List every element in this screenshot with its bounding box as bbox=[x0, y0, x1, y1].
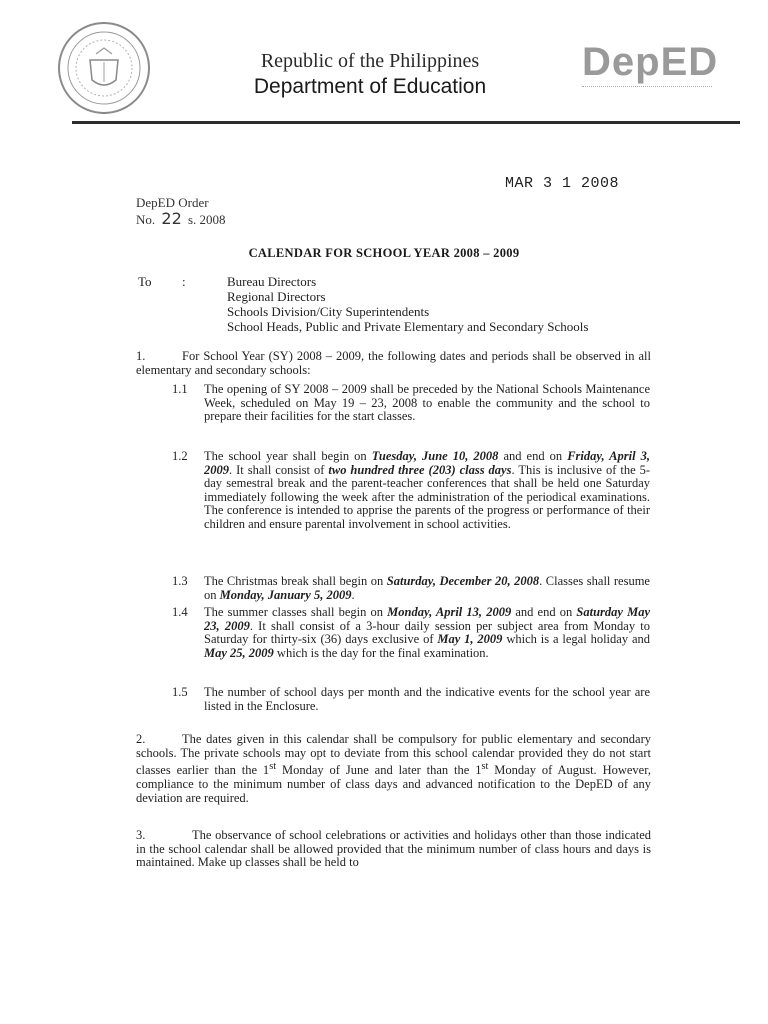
date-emphasis: May 1, 2009 bbox=[437, 632, 503, 647]
text-run: which is a legal holiday and bbox=[502, 632, 650, 647]
text-run: . bbox=[351, 587, 355, 602]
subitem-text: The opening of SY 2008 – 2009 shall be preceded by the National Schools Maintenance Week, scheduled on May 19 – 23, 2008 to enable the community and the school to prepare their facilities for the start classes. bbox=[204, 382, 650, 424]
to-colon: : bbox=[182, 274, 186, 289]
paragraph-3 bbox=[136, 829, 651, 870]
order-reference bbox=[136, 195, 226, 228]
count-emphasis: two hundred three (203) class days bbox=[328, 462, 512, 477]
subitem-text bbox=[204, 450, 650, 532]
paragraph-number: 3. bbox=[136, 828, 146, 842]
text-run: . It shall consist of bbox=[229, 462, 329, 477]
paragraph-number: 1. bbox=[136, 349, 146, 363]
date-emphasis: Monday, April 13, 2009 bbox=[387, 605, 512, 619]
paragraph-text: For School Year (SY) 2008 – 2009, the following dates and periods shall be observed in all elementary and secondary schools: bbox=[136, 349, 651, 377]
date-emphasis: Saturday, December 20, 2008 bbox=[386, 574, 540, 588]
date-emphasis: Friday, April 3, 2009 bbox=[204, 449, 650, 477]
order-series: s. 2008 bbox=[188, 212, 226, 227]
deped-logo bbox=[582, 40, 722, 92]
letterhead bbox=[200, 50, 540, 100]
date-emphasis: Saturday May 23, 2009 bbox=[204, 605, 650, 633]
text-run: and end on bbox=[511, 605, 577, 619]
recipient-item: School Heads, Public and Private Elementary and Secondary Schools bbox=[227, 319, 589, 334]
letterhead-republic: Republic of the Philippines bbox=[260, 50, 480, 72]
paragraph-1 bbox=[136, 350, 651, 377]
date-emphasis: Tuesday, June 10, 2008 bbox=[371, 449, 499, 463]
text-run: The Christmas break shall begin on bbox=[204, 574, 387, 588]
recipient-item: Bureau Directors bbox=[227, 274, 317, 289]
text-run: . This is inclusive of the 5-day semestral break and the parent-teacher conferences that shall be held one Saturday immediately following the week after the administration of the periodical examinations. The conference is intended to apprise the parents of the progress or performance of their children and ensure parental involvement in school activities. bbox=[204, 462, 651, 531]
subitem-number: 1.3 bbox=[172, 574, 188, 588]
deped-logo-text: DepED bbox=[582, 40, 719, 84]
government-seal-icon bbox=[58, 22, 150, 114]
subitem-text bbox=[204, 606, 650, 660]
text-run: . It shall consist of a 3-hour daily session per subject area from Monday to Saturday for thirty-six (36) days exclusive of bbox=[204, 618, 651, 647]
subitem-number: 1.2 bbox=[172, 449, 188, 463]
order-number: 22 bbox=[161, 209, 182, 228]
text-run: and end on bbox=[498, 449, 568, 463]
text-run: which is the day for the final examination. bbox=[273, 645, 489, 660]
logo-underline bbox=[582, 86, 712, 90]
subitem-number: 1.4 bbox=[172, 605, 188, 619]
recipient-item: Schools Division/City Superintendents bbox=[227, 304, 430, 319]
recipient-list bbox=[227, 274, 588, 334]
subitem-number: 1.5 bbox=[172, 685, 188, 699]
order-no-label: No. bbox=[136, 212, 156, 227]
paragraph-text: The observance of school celebrations or activities and holidays other than those indicated in the school calendar shall be allowed provided that the minimum number of class hours and days is maintained. Make up classes shall be held to bbox=[136, 828, 651, 870]
text-run: Monday of June and later than the 1 bbox=[276, 763, 482, 778]
paragraph-number: 2. bbox=[136, 732, 146, 746]
document-title: CALENDAR FOR SCHOOL YEAR 2008 – 2009 bbox=[248, 246, 520, 260]
subitem-text bbox=[204, 575, 650, 602]
text-run: . Classes shall resume on bbox=[204, 574, 650, 602]
header-rule bbox=[72, 121, 740, 124]
date-stamp: MAR 3 1 2008 bbox=[505, 175, 620, 192]
ordinal-suffix: st bbox=[269, 761, 277, 773]
text-run: Monday of August. However, compliance to the minimum number of class days and advanced notification to the DepED of any deviation are required. bbox=[136, 763, 651, 805]
subitem-text: The number of school days per month and the indicative events for the school year are listed in the Enclosure. bbox=[204, 685, 650, 713]
recipient-item: Regional Directors bbox=[227, 289, 326, 304]
letterhead-department: Department of Education bbox=[253, 75, 487, 98]
order-line1: DepED Order bbox=[136, 195, 209, 210]
paragraph-2 bbox=[136, 733, 651, 805]
to-label: To bbox=[138, 274, 152, 289]
text-run: The dates given in this calendar shall be compulsory for public elementary and secondary schools. The private schools may opt to deviate from this school calendar provided they do not start classes earlier than the 1 bbox=[136, 732, 651, 778]
text-run: The school year shall begin on bbox=[204, 449, 372, 463]
date-emphasis: May 25, 2009 bbox=[204, 645, 274, 660]
date-emphasis: Monday, January 5, 2009 bbox=[219, 587, 352, 602]
subitem-number: 1.1 bbox=[172, 382, 188, 396]
order-line2 bbox=[136, 211, 226, 228]
text-run: The summer classes shall begin on bbox=[204, 605, 388, 619]
ordinal-suffix: st bbox=[481, 761, 489, 773]
